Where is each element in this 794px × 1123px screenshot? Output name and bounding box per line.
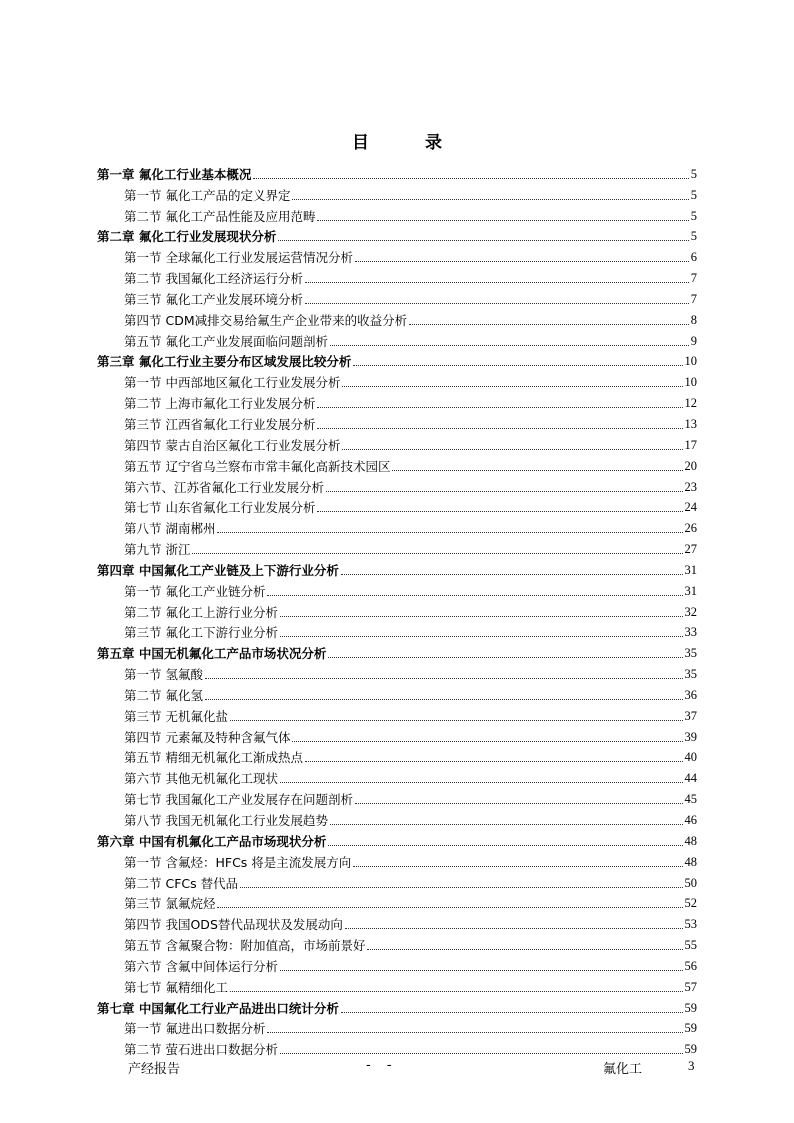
toc-section-entry[interactable] xyxy=(97,244,697,265)
toc-entry-page-number: 48 xyxy=(684,833,697,848)
toc-section-entry[interactable] xyxy=(97,661,697,682)
toc-entry-page-number: 5 xyxy=(690,208,697,223)
toc-section-entry[interactable] xyxy=(97,682,697,703)
toc-dot-leader xyxy=(317,220,688,221)
toc-entry-page-number: 27 xyxy=(684,542,697,557)
toc-entry-page-number: 10 xyxy=(684,354,697,369)
toc-entry-page-number: 46 xyxy=(684,813,697,827)
toc-section-entry[interactable] xyxy=(97,369,697,390)
toc-section-entry[interactable] xyxy=(97,974,697,995)
toc-section-entry[interactable] xyxy=(97,453,697,474)
toc-entry-label: 第三节 氟化工产业发展环境分析 xyxy=(124,291,303,307)
toc-dot-leader xyxy=(292,741,682,742)
toc-section-entry[interactable] xyxy=(97,495,697,516)
toc-dot-leader xyxy=(305,303,689,304)
toc-section-entry[interactable] xyxy=(97,432,697,453)
toc-entry-page-number: 12 xyxy=(684,396,697,411)
toc-entry-page-number: 9 xyxy=(690,333,697,348)
toc-entry-page-number: 17 xyxy=(684,437,697,452)
toc-dot-leader xyxy=(278,240,688,241)
toc-dot-leader xyxy=(326,491,682,492)
toc-entry-label: 第四节 蒙古自治区氟化工行业发展分析 xyxy=(124,437,341,453)
toc-entry-label: 第六章 中国有机氟化工产品市场现状分析 xyxy=(97,833,327,849)
toc-dot-leader xyxy=(342,386,682,387)
toc-section-entry[interactable] xyxy=(97,307,697,328)
toc-dot-leader xyxy=(328,845,682,846)
toc-entry-label: 第一节 中西部地区氟化工行业发展分析 xyxy=(124,375,341,391)
toc-entry-label: 第一节 氟化工产业链分析 xyxy=(124,583,266,599)
toc-entry-page-number: 6 xyxy=(690,250,697,265)
toc-section-entry[interactable] xyxy=(97,182,697,203)
toc-entry-page-number: 55 xyxy=(684,938,697,953)
page-title xyxy=(0,128,794,153)
toc-dot-leader xyxy=(367,949,682,950)
toc-section-entry[interactable] xyxy=(97,870,697,891)
toc-dot-leader xyxy=(355,261,689,262)
toc-entry-page-number: 24 xyxy=(684,500,697,515)
toc-section-entry[interactable] xyxy=(97,911,697,932)
toc-entry-page-number: 23 xyxy=(684,479,697,494)
toc-chapter-entry[interactable] xyxy=(97,349,697,370)
toc-dot-leader xyxy=(292,199,688,200)
toc-dot-leader xyxy=(205,678,683,679)
toc-dot-leader xyxy=(230,720,683,721)
toc-dot-leader xyxy=(328,657,682,658)
toc-dot-leader xyxy=(217,907,682,908)
toc-dot-leader xyxy=(280,970,683,971)
toc-section-entry[interactable] xyxy=(97,578,697,599)
toc-entry-page-number: 53 xyxy=(684,917,697,932)
toc-dot-leader xyxy=(230,991,683,992)
toc-entry-page-number: 39 xyxy=(684,729,697,744)
toc-section-entry[interactable] xyxy=(97,474,697,495)
toc-entry-label: 第三章 氟化工行业主要分布区域发展比较分析 xyxy=(97,354,352,370)
toc-section-entry[interactable] xyxy=(97,1036,697,1057)
toc-entry-page-number: 5 xyxy=(690,229,697,244)
toc-entry-label: 第三节 氟化工下游行业分析 xyxy=(124,625,278,641)
toc-entry-page-number: 59 xyxy=(684,1042,697,1057)
toc-chapter-entry[interactable] xyxy=(97,224,697,245)
toc-entry-label: 第七章 中国氟化工行业产品进出口统计分析 xyxy=(97,1000,339,1016)
footer-page-number: 3 xyxy=(688,1058,695,1073)
toc-dot-leader xyxy=(341,1012,683,1013)
toc-entry-page-number: 57 xyxy=(684,979,697,994)
toc-section-entry[interactable] xyxy=(97,932,697,953)
toc-dot-leader xyxy=(305,761,683,762)
toc-dot-leader xyxy=(267,595,682,596)
toc-section-entry[interactable] xyxy=(97,1016,697,1037)
toc-dot-leader xyxy=(353,866,682,867)
toc-dot-leader xyxy=(317,511,682,512)
toc-entry-page-number: 50 xyxy=(684,875,697,890)
toc-entry-label: 第六节 其他无机氟化工现状 xyxy=(124,771,278,787)
toc-dot-leader xyxy=(280,1053,683,1054)
toc-section-entry[interactable] xyxy=(97,703,697,724)
toc-entry-label: 第二章 氟化工行业发展现状分析 xyxy=(97,229,277,245)
toc-entry-label: 第五节 精细无机氟化工渐成热点 xyxy=(124,750,303,766)
toc-entry-label: 第九节 浙江 xyxy=(124,542,191,558)
toc-dot-leader xyxy=(330,345,689,346)
toc-dot-leader xyxy=(280,782,683,783)
toc-entry-label: 第四节 CDM减排交易给氟生产企业带来的收益分析 xyxy=(124,312,408,328)
toc-section-entry[interactable] xyxy=(97,849,697,870)
toc-entry-label: 第六节、江苏省氟化工行业发展分析 xyxy=(124,479,325,495)
toc-entry-page-number: 20 xyxy=(684,458,697,473)
toc-entry-label: 第四节 元素氟及特种含氟气体 xyxy=(124,729,291,745)
toc-dot-leader xyxy=(317,428,682,429)
toc-entry-label: 第五节 含氟聚合物：附加值高，市场前景好 xyxy=(124,938,366,954)
page-footer xyxy=(0,1058,794,1078)
toc-dot-leader xyxy=(267,1032,682,1033)
toc-dot-leader xyxy=(205,699,683,700)
toc-entry-label: 第六节 含氟中间体运行分析 xyxy=(124,958,278,974)
toc-entry-label: 第七节 我国氟化工产业发展存在问题剖析 xyxy=(124,792,353,808)
toc-entry-page-number: 31 xyxy=(684,583,697,598)
toc-entry-label: 第二节 我国氟化工经济运行分析 xyxy=(124,271,303,287)
toc-section-entry[interactable] xyxy=(97,515,697,536)
toc-entry-label: 第五节 辽宁省乌兰察布市常丰氟化高新技术园区 xyxy=(124,458,391,474)
toc-entry-label: 第一节 氟进出口数据分析 xyxy=(124,1021,266,1037)
footer-right-text: 氟化工 xyxy=(603,1062,643,1077)
toc-entry-label: 第二节 氟化工产品性能及应用范畴 xyxy=(124,208,316,224)
toc-entry-page-number: 36 xyxy=(684,687,697,702)
toc-section-entry[interactable] xyxy=(97,724,697,745)
toc-entry-label: 第五章 中国无机氟化工产品市场状况分析 xyxy=(97,646,327,662)
toc-entry-page-number: 13 xyxy=(684,416,697,431)
toc-section-entry[interactable] xyxy=(97,203,697,224)
toc-dot-leader xyxy=(353,365,682,366)
toc-dot-leader xyxy=(330,824,683,825)
toc-entry-page-number: 35 xyxy=(684,646,697,661)
toc-chapter-entry[interactable] xyxy=(97,640,697,661)
title-part-1: 目 xyxy=(352,133,369,153)
toc-chapter-entry[interactable] xyxy=(97,161,697,182)
toc-entry-label: 第二节 萤石进出口数据分析 xyxy=(124,1042,278,1058)
toc-section-entry[interactable] xyxy=(97,265,697,286)
toc-chapter-entry[interactable] xyxy=(97,995,697,1016)
toc-section-entry[interactable] xyxy=(97,765,697,786)
toc-entry-page-number: 59 xyxy=(684,1000,697,1015)
toc-dot-leader xyxy=(240,887,682,888)
toc-entry-page-number: 5 xyxy=(690,187,697,202)
toc-section-entry[interactable] xyxy=(97,328,697,349)
toc-entry-label: 第三节 氯氟烷烃 xyxy=(124,896,216,912)
toc-entry-label: 第七节 山东省氟化工行业发展分析 xyxy=(124,500,316,516)
toc-entry-label: 第八节 湖南郴州 xyxy=(124,521,216,537)
toc-chapter-entry[interactable] xyxy=(97,828,697,849)
toc-dot-leader xyxy=(280,616,683,617)
toc-dot-leader xyxy=(217,532,682,533)
toc-entry-page-number: 37 xyxy=(684,708,697,723)
toc-dot-leader xyxy=(409,324,689,325)
toc-entry-label: 第一节 全球氟化工行业发展运营情况分析 xyxy=(124,250,353,266)
toc-section-entry[interactable] xyxy=(97,390,697,411)
toc-dot-leader xyxy=(392,470,682,471)
toc-entry-page-number: 32 xyxy=(684,604,697,619)
toc-entry-label: 第二节 氟化氢 xyxy=(124,687,203,703)
toc-entry-page-number: 45 xyxy=(684,792,697,807)
toc-section-entry[interactable] xyxy=(97,286,697,307)
toc-section-entry[interactable] xyxy=(97,536,697,557)
toc-dot-leader xyxy=(192,553,682,554)
toc-dot-leader xyxy=(317,407,682,408)
toc-section-entry[interactable] xyxy=(97,786,697,807)
toc-entry-page-number: 44 xyxy=(684,771,697,786)
toc-dot-leader xyxy=(345,928,683,929)
toc-section-entry[interactable] xyxy=(97,620,697,641)
toc-entry-label: 第二节 上海市氟化工行业发展分析 xyxy=(124,396,316,412)
toc-dot-leader xyxy=(305,282,689,283)
toc-entry-page-number: 35 xyxy=(684,667,697,682)
toc-entry-page-number: 33 xyxy=(684,625,697,640)
toc-entry-label: 第一节 氢氟酸 xyxy=(124,667,203,683)
toc-entry-label: 第三节 无机氟化盐 xyxy=(124,708,228,724)
toc-entry-page-number: 48 xyxy=(684,854,697,869)
toc-entry-page-number: 26 xyxy=(684,521,697,536)
toc-section-entry[interactable] xyxy=(97,745,697,766)
toc-entry-label: 第一节 含氟烃：HFCs 将是主流发展方向 xyxy=(124,854,352,870)
toc-entry-page-number: 31 xyxy=(684,562,697,577)
toc-dot-leader xyxy=(253,178,688,179)
toc-entry-page-number: 5 xyxy=(690,166,697,181)
toc-entry-label: 第五节 氟化工产业发展面临问题剖析 xyxy=(124,333,328,349)
toc-entry-label: 第八节 我国无机氟化工行业发展趋势 xyxy=(124,813,328,828)
toc-entry-page-number: 56 xyxy=(684,958,697,973)
toc-entry-page-number: 7 xyxy=(690,291,697,306)
toc-entry-label: 第三节 江西省氟化工行业发展分析 xyxy=(124,416,316,432)
toc-entry-page-number: 40 xyxy=(684,750,697,765)
toc-entry-label: 第四章 中国氟化工产业链及上下游行业分析 xyxy=(97,562,339,578)
toc-dot-leader xyxy=(280,636,683,637)
footer-left-text: 产经报告 xyxy=(128,1062,181,1077)
toc-section-entry[interactable] xyxy=(97,599,697,620)
toc-chapter-entry[interactable] xyxy=(97,557,697,578)
toc-entry-page-number: 10 xyxy=(684,375,697,390)
table-of-contents xyxy=(97,161,697,1057)
toc-dot-leader xyxy=(342,449,682,450)
toc-section-entry[interactable] xyxy=(97,411,697,432)
toc-entry-page-number: 7 xyxy=(690,271,697,286)
footer-center-text: - - xyxy=(366,1058,398,1073)
toc-section-entry[interactable] xyxy=(97,807,697,828)
toc-entry-label: 第七节 氟精细化工 xyxy=(124,979,228,995)
toc-entry-label: 第一章 氟化工行业基本概况 xyxy=(97,166,252,182)
toc-entry-page-number: 59 xyxy=(684,1021,697,1036)
toc-section-entry[interactable] xyxy=(97,891,697,912)
toc-dot-leader xyxy=(355,803,683,804)
toc-entry-label: 第四节 我国ODS替代品现状及发展动向 xyxy=(124,917,343,933)
toc-entry-page-number: 52 xyxy=(684,896,697,911)
toc-entry-page-number: 8 xyxy=(690,312,697,327)
title-part-2: 录 xyxy=(425,133,442,153)
toc-section-entry[interactable] xyxy=(97,953,697,974)
toc-entry-label: 第二节 氟化工上游行业分析 xyxy=(124,604,278,620)
toc-entry-label: 第一节 氟化工产品的定义界定 xyxy=(124,187,291,203)
toc-entry-label: 第二节 CFCs 替代品 xyxy=(124,875,239,891)
toc-dot-leader xyxy=(341,574,683,575)
